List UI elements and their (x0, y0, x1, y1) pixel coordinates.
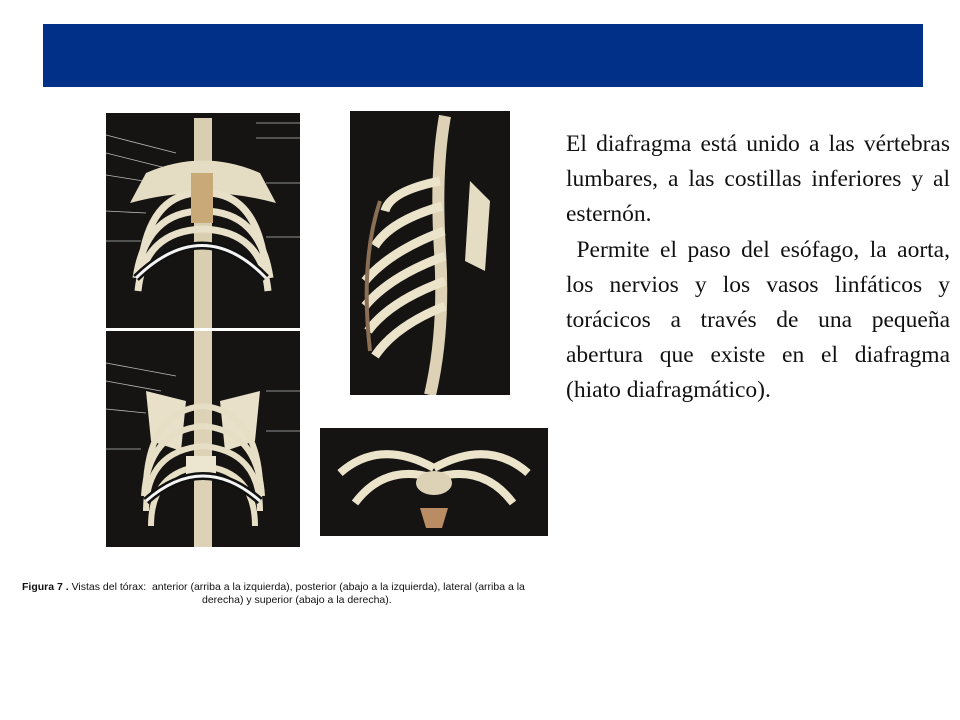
lateral-thorax-photo (350, 111, 510, 395)
anterior-thorax-photo (106, 113, 300, 328)
figure-caption (22, 581, 622, 607)
body-text (566, 127, 956, 409)
caption-label: Figura 7 . (22, 581, 69, 593)
paragraph-attachment: El diafragma está unido a las vértebras lumbares, a las costillas inferiores y al esternón. (566, 131, 950, 228)
caption-text-line1: Vistas del tórax: anterior (arriba a la izquierda), posterior (abajo a la izquierda), lateral (arriba a la (68, 581, 525, 593)
posterior-thorax-photo (106, 331, 300, 547)
header-bar (43, 24, 923, 87)
caption-text-line2: derecha) y superior (abajo a la derecha). (202, 594, 392, 606)
paragraph-hiatus: Permite el paso del esófago, la aorta, los nervios y los vasos linfáticos y torácicos a través de una pequeña abertura que existe en el diafragma (hiato diafragmático). (566, 236, 956, 404)
superior-thorax-photo (320, 428, 548, 536)
